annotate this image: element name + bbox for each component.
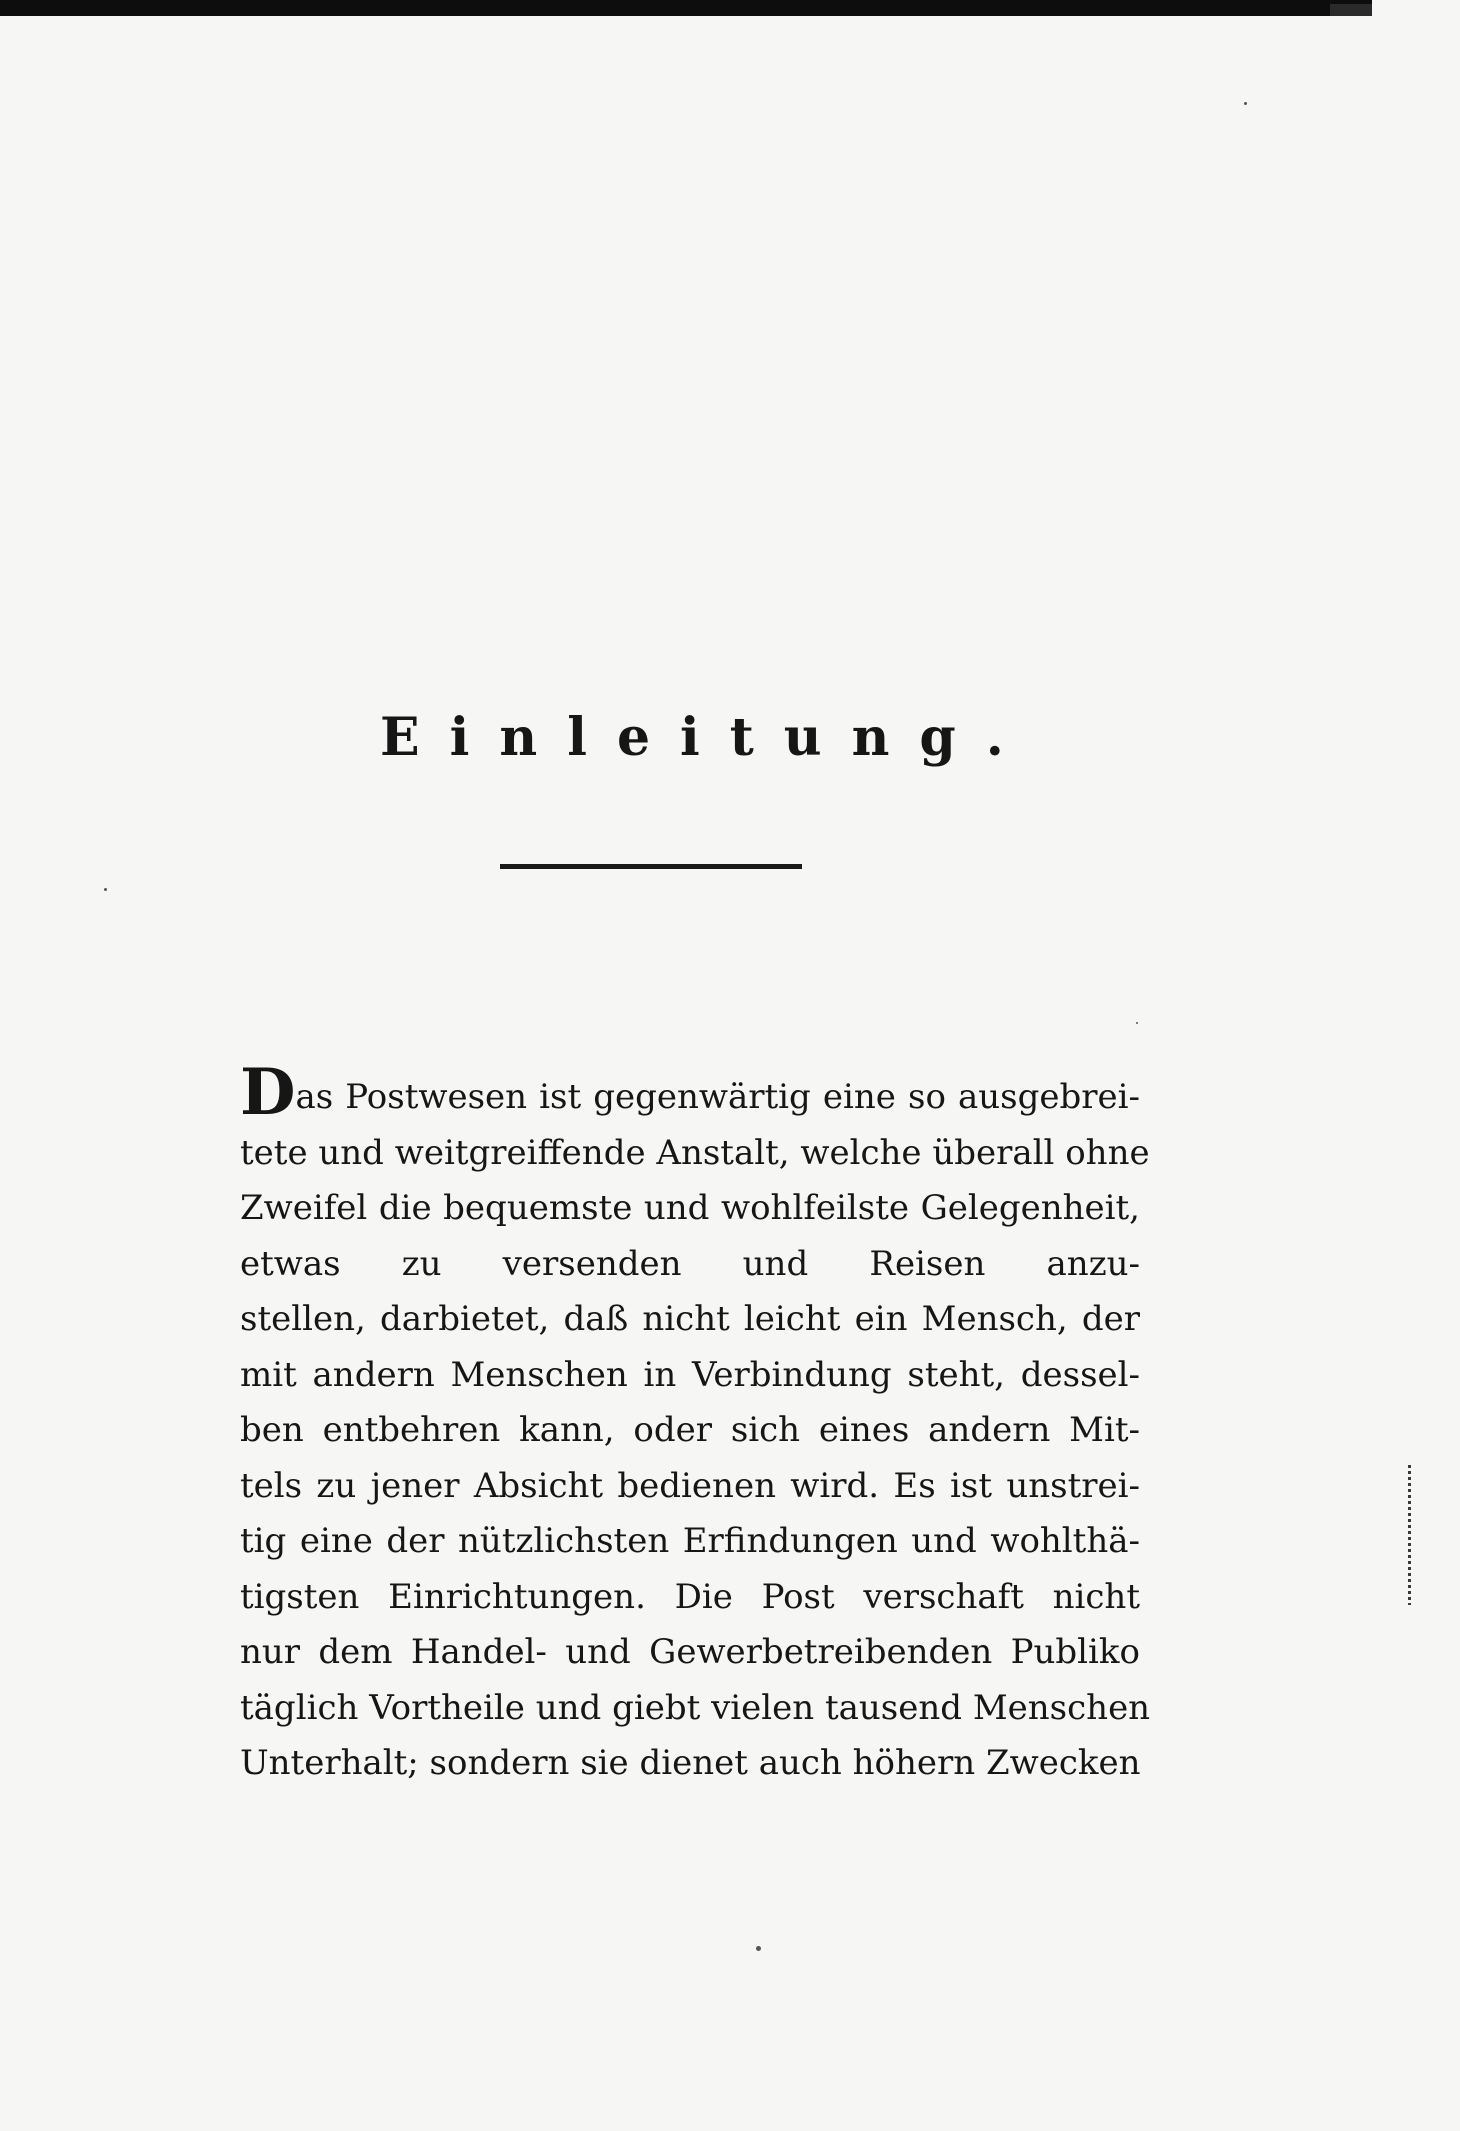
text-line-1: Das Postwesen ist gegenwärtig eine so ausgebrei- <box>240 1055 1140 1130</box>
text-line-2: tete und weitgreiffende Anstalt, welche überall ohne <box>240 1132 1150 1173</box>
scan-speck <box>1244 102 1247 105</box>
scan-speck <box>104 888 107 891</box>
text-line-7: ben entbehren kann, oder sich eines andern Mit- <box>240 1410 1140 1450</box>
chapter-title: Einleitung. <box>380 707 1034 768</box>
text-line-13: Unterhalt; sondern sie dienet auch höhern Zwecken <box>240 1743 1141 1783</box>
text-line-12: täglich Vortheile und giebt vielen tausend Menschen <box>240 1687 1151 1728</box>
title-divider <box>500 864 802 869</box>
scan-speck <box>1136 1022 1138 1024</box>
body-paragraph <box>240 1055 1151 1792</box>
scan-edge-mark <box>1408 1465 1411 1605</box>
text-line-10: tigsten Einrichtungen. Die Post verschaft nicht <box>240 1576 1140 1617</box>
text-line-11: nur dem Handel- und Gewerbetreibenden Publiko <box>240 1632 1140 1672</box>
text-line-3: Zweifel die bequemste und wohlfeilste Gelegenheit, <box>240 1188 1140 1228</box>
top-border-rule-end <box>1330 4 1372 16</box>
top-border-rule <box>0 0 1372 16</box>
text-line-9: tig eine der nützlichsten Erfindungen und wohlthä- <box>240 1521 1140 1561</box>
drop-cap: D <box>240 1055 296 1130</box>
text-line-8: tels zu jener Absicht bedienen wird. Es ist unstrei- <box>240 1465 1140 1506</box>
text-line-4: etwas zu versenden und Reisen anzu- <box>240 1243 1140 1284</box>
text-line-5: stellen, darbietet, daß nicht leicht ein Mensch, der <box>240 1299 1140 1339</box>
text-line-6: mit andern Menschen in Verbindung steht, dessel- <box>240 1354 1140 1395</box>
scan-speck <box>756 1946 761 1951</box>
